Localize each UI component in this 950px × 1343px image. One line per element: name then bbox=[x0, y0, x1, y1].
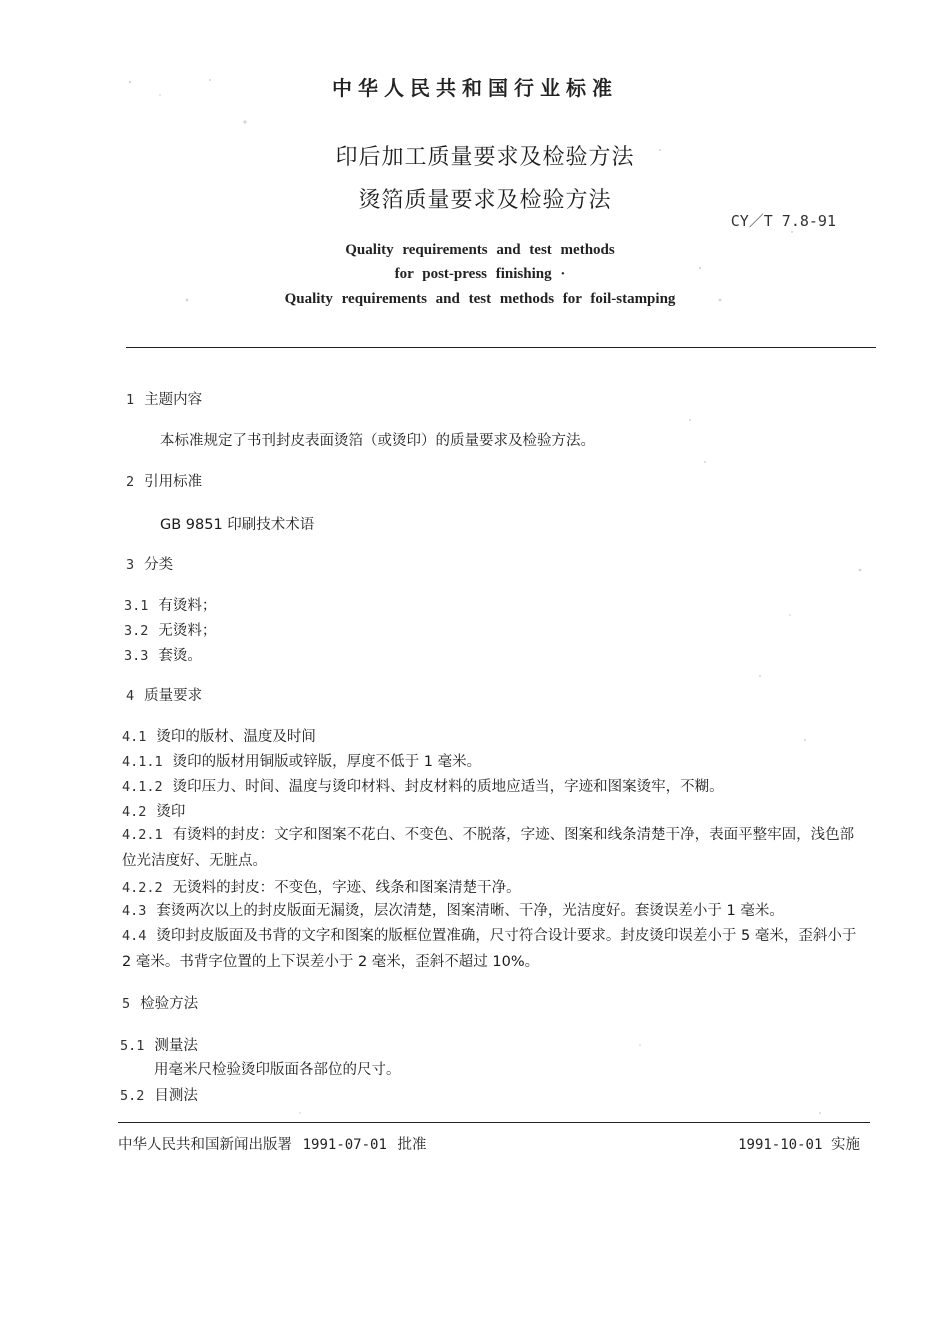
section-title: 质量要求 bbox=[144, 688, 203, 704]
approve-date: 1991-07-01 bbox=[302, 1137, 387, 1153]
header-divider bbox=[126, 347, 876, 348]
footer-divider bbox=[118, 1122, 870, 1123]
section-title: 检验方法 bbox=[140, 996, 199, 1012]
clause-4-1-2: 4.1.2 烫印压力、时间、温度与烫印材料、封皮材料的质地应适当，字迹和图案烫牢，不糊。 bbox=[122, 779, 724, 795]
section-number: 3 bbox=[126, 557, 135, 573]
section-1-body: 本标准规定了书刊封皮表面烫箔（或烫印）的质量要求及检验方法。 bbox=[160, 433, 595, 449]
clause-4-4: 4.4 烫印封皮版面及书背的文字和图案的版框位置准确，尺寸符合设计要求。封皮烫印误差小于 5 毫米，歪斜小于 2 毫米。书背字位置的上下误差小于 2 毫米，歪斜不超过 10%。 bbox=[122, 928, 857, 970]
section-5-heading bbox=[122, 992, 198, 1013]
approve-label: 批准 bbox=[397, 1137, 427, 1153]
section-2-body: GB 9851 印刷技术术语 bbox=[160, 517, 315, 533]
section-title: 分类 bbox=[144, 557, 174, 573]
document-title-line2: 烫箔质量要求及检验方法 bbox=[358, 188, 612, 213]
standard-type-heading: 中华人民共和国行业标准 bbox=[332, 76, 618, 100]
clause-5-2: 5.2 目测法 bbox=[120, 1088, 198, 1104]
section-1-heading bbox=[126, 388, 202, 409]
section-number: 1 bbox=[126, 392, 135, 408]
clause-4-2: 4.2 烫印 bbox=[122, 804, 186, 820]
list-item: 3.3 套烫。 bbox=[124, 648, 202, 664]
section-number: 2 bbox=[126, 474, 135, 490]
effective-date: 1991-10-01 bbox=[738, 1137, 823, 1153]
clause-4-1: 4.1 烫印的版材、温度及时间 bbox=[122, 729, 316, 745]
section-title: 引用标准 bbox=[144, 474, 203, 490]
clause-5-1-body: 用毫米尺检验烫印版面各部位的尺寸。 bbox=[154, 1062, 401, 1078]
issuer: 中华人民共和国新闻出版署 bbox=[118, 1137, 292, 1153]
list-item: 3.1 有烫料； bbox=[124, 598, 217, 614]
section-4-heading bbox=[126, 684, 202, 705]
footer-approval bbox=[118, 1133, 427, 1154]
section-number: 5 bbox=[122, 996, 131, 1012]
clause-4-1-1: 4.1.1 烫印的版材用铜版或锌版，厚度不低于 1 毫米。 bbox=[122, 754, 482, 770]
english-title-line3: Quality requirements and test methods for foil-stamping bbox=[284, 291, 676, 307]
english-title-line1: Quality requirements and test methods bbox=[345, 242, 615, 258]
clause-4-2-1: 4.2.1 有烫料的封皮：文字和图案不花白、不变色、不脱落，字迹、图案和线条清楚干净，表面平整牢固，浅色部位光洁度好、无脏点。 bbox=[122, 827, 855, 869]
clause-4-2-2: 4.2.2 无烫料的封皮：不变色，字迹、线条和图案清楚干净。 bbox=[122, 880, 521, 896]
section-3-heading bbox=[126, 553, 173, 574]
section-title: 主题内容 bbox=[144, 392, 203, 408]
section-number: 4 bbox=[126, 688, 135, 704]
document-title-line1: 印后加工质量要求及检验方法 bbox=[335, 145, 635, 170]
list-item: 3.2 无烫料； bbox=[124, 623, 217, 639]
clause-5-1: 5.1 测量法 bbox=[120, 1038, 198, 1054]
clause-4-3: 4.3 套烫两次以上的封皮版面无漏烫，层次清楚，图案清晰、干净，光洁度好。套烫误差小于 1 毫米。 bbox=[122, 903, 784, 919]
footer-effective bbox=[738, 1133, 860, 1154]
english-title-line2: for post-press finishing · bbox=[394, 266, 566, 282]
section-2-heading bbox=[126, 470, 202, 491]
standard-code: CY／T 7.8-91 bbox=[730, 212, 836, 230]
effective-label: 实施 bbox=[831, 1137, 860, 1153]
